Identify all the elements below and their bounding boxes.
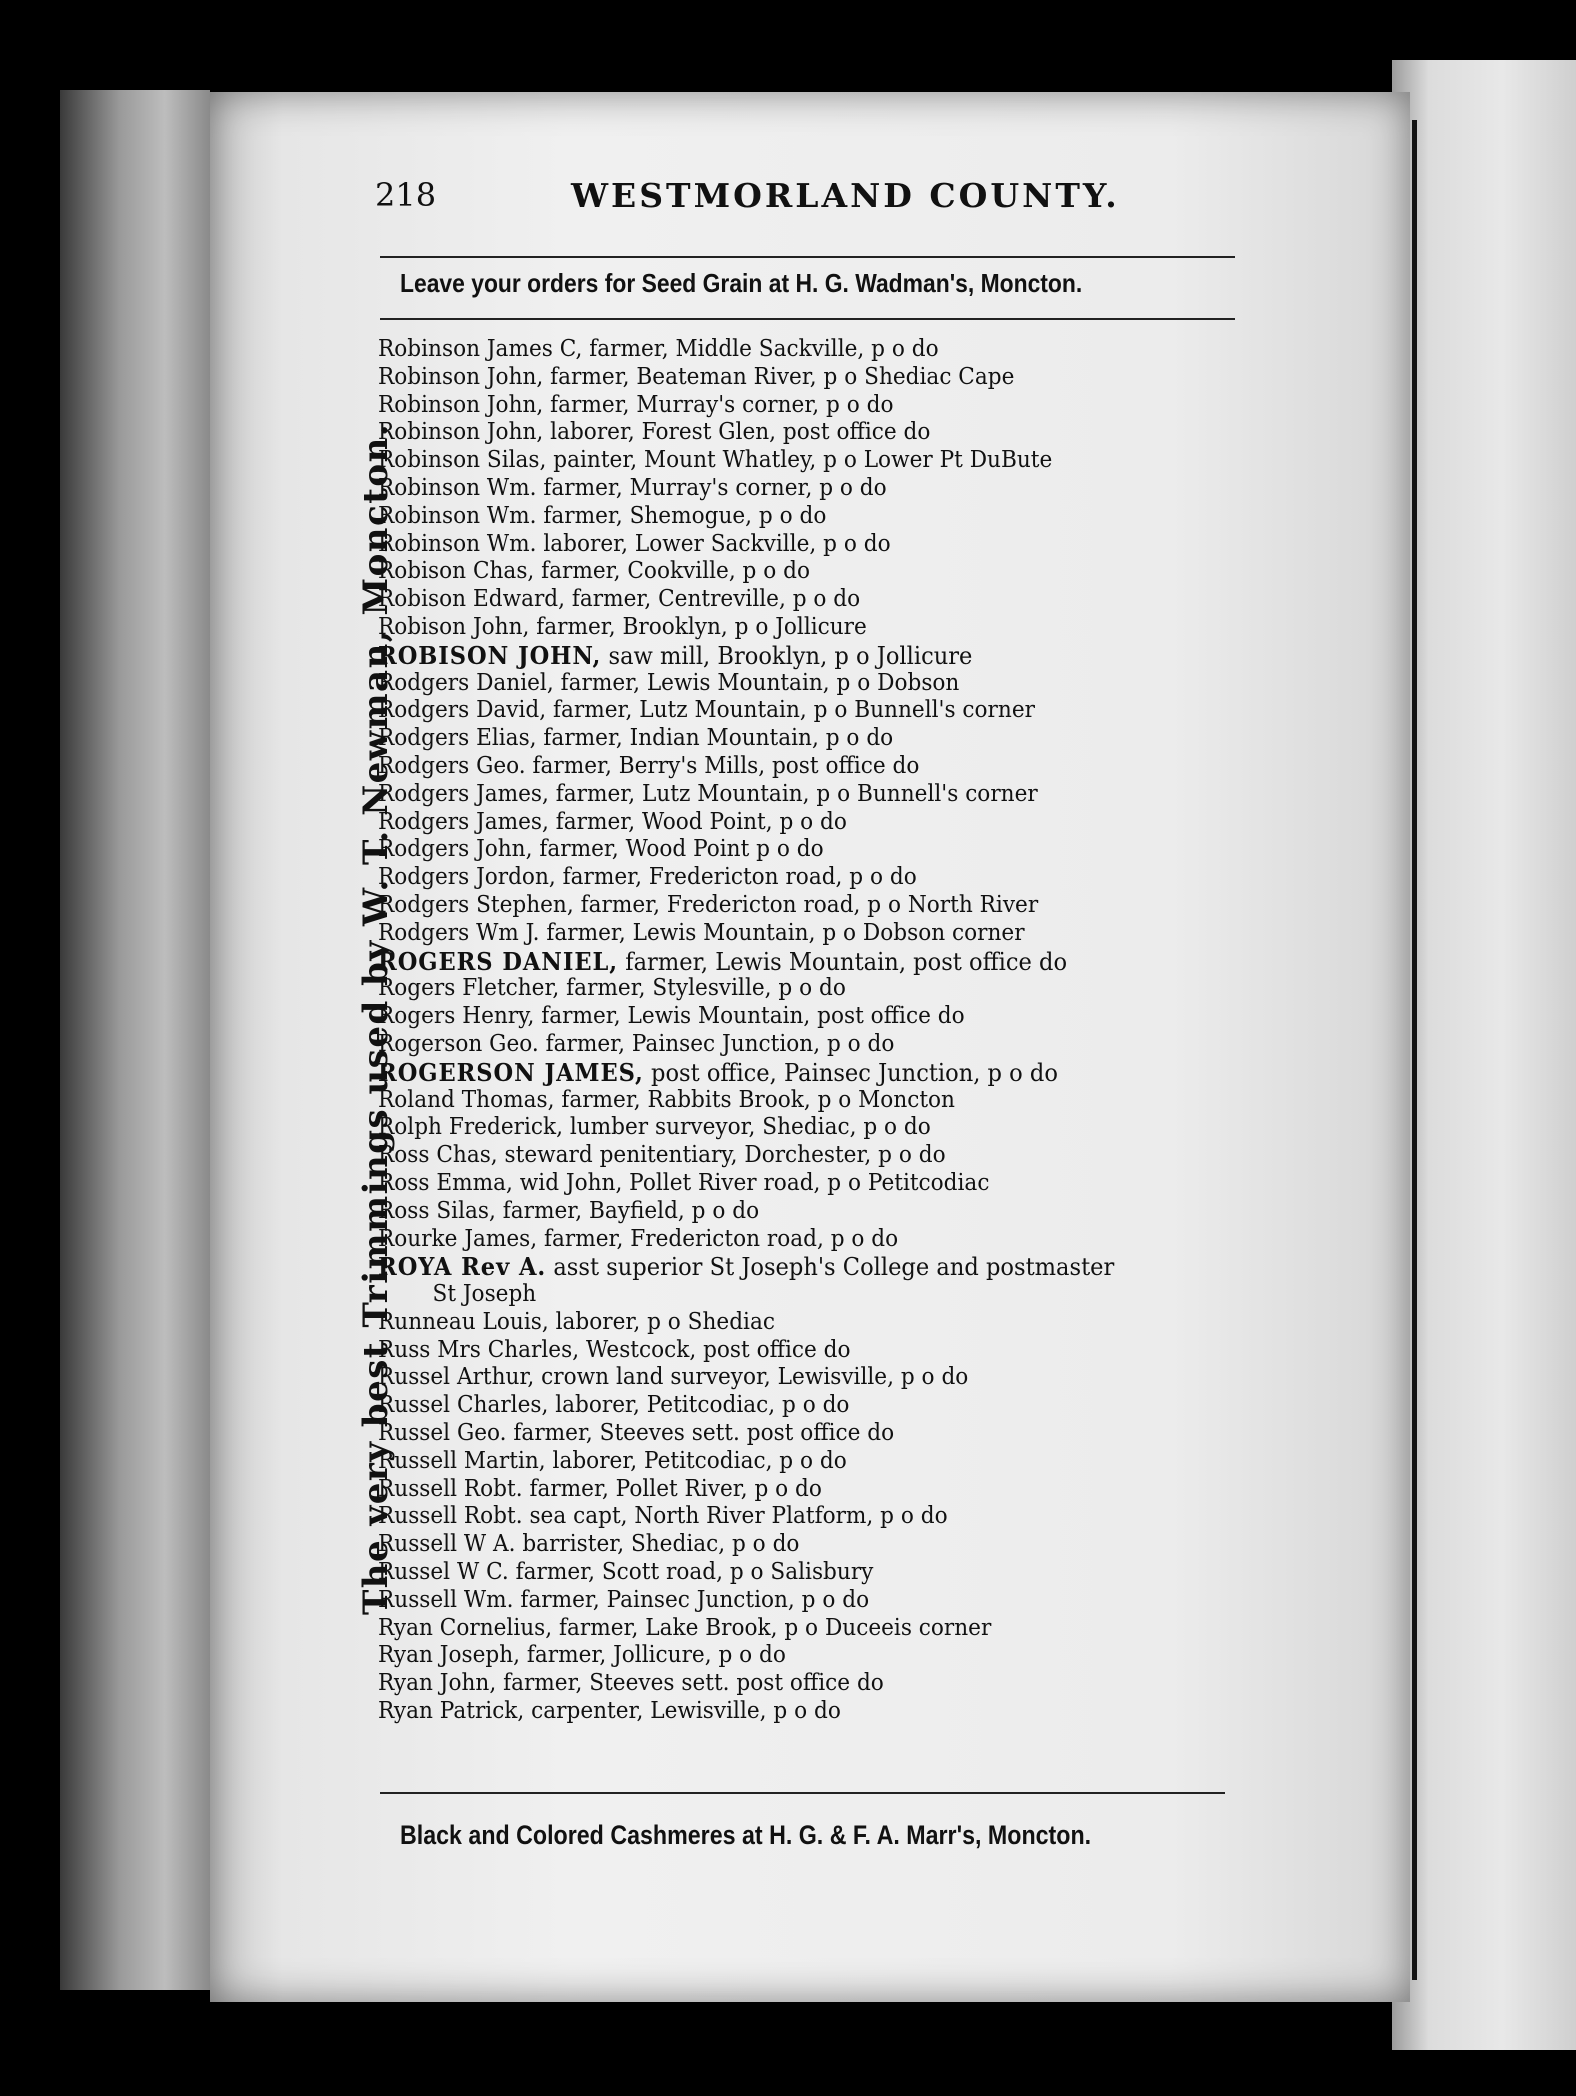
entry-details: farmer, Bayfield, p o do [495,1197,760,1224]
entry-name: Robinson Silas, [378,447,547,474]
entry-name: Russ Mrs Charles, [378,1336,580,1363]
entry-details: farmer, Painsec Junction, p o do [538,1030,895,1057]
side-advertisement: The very best Trimmings used by W. T. Newman, Moncton. [356,422,396,1615]
entry-name: Rodgers Wm J. [378,919,540,946]
entry-name: Roland Thomas, [378,1086,555,1113]
entry-details: farmer, Wood Point p o do [532,836,824,863]
page-title: WESTMORLAND COUNTY. [571,176,1120,215]
directory-entry [378,642,1196,670]
entry-details: laborer, p o Shediac [548,1308,775,1335]
entry-details: laborer, Lower Sackville, p o do [536,530,891,557]
entry-name: Russel W C. [378,1559,509,1586]
directory-entry [378,725,1196,753]
entry-name: Russell Wm. [378,1586,514,1613]
entry-details: laborer, Petitcodiac, p o do [548,1392,850,1419]
entry-name: Runneau Louis, [378,1308,549,1335]
page-number: 218 [375,176,437,214]
directory-entry [378,392,1196,420]
entry-name: Ross Silas, [378,1197,496,1224]
entry-details: farmer, Lewis Mountain, post office do [618,947,1068,976]
entry-details: farmer, Centreville, p o do [565,586,861,613]
entry-details: crown land surveyor, Lewisville, p o do [534,1364,969,1391]
directory-entry [378,753,1196,781]
page-header [375,176,1235,226]
entry-details: post office, Painsec Junction, p o do [643,1058,1058,1087]
entry-details: sea capt, North River Platform, p o do [522,1503,948,1530]
entry-details: farmer, Indian Mountain, p o do [536,725,894,752]
directory-entry [378,697,1196,725]
directory-entry [378,1198,1196,1226]
directory-entry [378,1420,1196,1448]
entry-details: farmer, Shemogue, p o do [536,502,827,529]
entry-name: Russell Robt. [378,1475,523,1502]
bottom-rule [380,1792,1225,1794]
entry-name: Rodgers Stephen, [378,891,574,918]
entry-details: farmer, Lutz Mountain, p o Bunnell's corner [548,780,1038,807]
directory-entry [378,1087,1196,1115]
directory-entry [378,1503,1196,1531]
bottom-advertisement: Black and Colored Cashmeres at H. G. & F. A. Marr's, Moncton. [400,1820,1092,1850]
directory-entry [378,864,1196,892]
entry-details: farmer, Lewis Mountain, p o Dobson corner [539,919,1025,946]
directory-entry [378,1615,1196,1643]
directory-entry [378,558,1196,586]
directory-entries [378,336,1248,1726]
book-spine-edge [60,90,210,1990]
directory-entry [378,1309,1196,1337]
directory-entry [378,1670,1196,1698]
directory-entry [378,1559,1196,1587]
directory-entry [378,1031,1196,1059]
entry-details: farmer, Middle Sackville, p o do [582,336,939,362]
entry-details: farmer, Murray's corner, p o do [536,474,887,501]
top-advertisement: Leave your orders for Seed Grain at H. G. Wadman's, Moncton. [400,268,1083,298]
entry-name: Robinson John, [378,419,544,446]
directory-entry [378,809,1196,837]
entry-name: Russel Geo. [378,1420,507,1447]
directory-entry [378,1698,1196,1726]
entry-name: Robinson John, [378,363,544,390]
entry-details: painter, Mount Whatley, p o Lower Pt DuBute [546,447,1053,474]
entry-name: ROGERSON JAMES, [378,1057,644,1087]
directory-entry [378,1364,1196,1392]
entry-details: farmer, Rabbits Brook, p o Moncton [554,1086,955,1113]
entry-details: Westcock, post office do [579,1336,851,1363]
directory-entry [378,336,1196,364]
entry-details: farmer, Stylesville, p o do [559,975,846,1002]
entry-details: steward penitentiary, Dorchester, p o do [497,1142,946,1169]
directory-entry [378,1476,1196,1504]
entry-name: Rodgers Jordon, [378,864,556,891]
entry-name: Russell Martin, [378,1447,546,1474]
entry-name: Russel Arthur, [378,1364,535,1391]
entry-details: laborer, Forest Glen, post office do [543,419,931,446]
entry-name: Russell W A. [378,1531,516,1558]
entry-details: lumber surveyor, Shediac, p o do [562,1114,931,1141]
entry-details: wid John, Pollet River road, p o Petitcodiac [512,1169,990,1196]
facing-page-rule [1412,120,1417,1980]
directory-entry [378,586,1196,614]
entry-name: Rodgers Geo. [378,752,526,779]
entry-details: St Joseph [432,1281,537,1308]
directory-entry [378,781,1196,809]
directory-entry [378,1170,1196,1198]
entry-name: Rogers Fletcher, [378,975,560,1002]
entry-name: Ross Emma, [378,1169,513,1196]
entry-name: Rogers Henry, [378,1003,535,1030]
directory-entry [378,1392,1196,1420]
entry-name: Rodgers Elias, [378,725,537,752]
entry-name: Rodgers David, [378,697,547,724]
directory-entry-continuation [378,1281,1196,1309]
entry-details: farmer, Brooklyn, p o Jollicure [529,613,867,640]
directory-entry [378,836,1196,864]
entry-details: farmer, Fredericton road, p o do [537,1225,899,1252]
directory-entry [378,670,1196,698]
entry-name: ROBISON JOHN, [378,640,602,670]
facing-page-edge [1392,60,1576,2050]
entry-name: Rodgers John, [378,836,533,863]
entry-details: farmer, Steeves sett. post office do [506,1420,895,1447]
entry-details: farmer, Steeves sett. post office do [496,1670,884,1697]
entry-details: barrister, Shediac, p o do [515,1531,800,1558]
entry-details: asst superior St Joseph's College and postmaster [546,1253,1115,1282]
entry-name: Robison Chas, [378,558,535,585]
directory-entry [378,364,1196,392]
entry-name: Ryan Joseph, [378,1642,521,1669]
entry-name: Rolph Frederick, [378,1114,563,1141]
top-ad-rule [380,318,1235,320]
directory-entry [378,1587,1196,1615]
directory-entry [378,531,1196,559]
directory-entry [378,1253,1196,1281]
entry-details: farmer, Pollet River, p o do [522,1475,822,1502]
directory-entry [378,975,1196,1003]
entry-name: Rourke James, [378,1225,538,1252]
directory-entry [378,447,1196,475]
entry-details: farmer, Painsec Junction, p o do [513,1586,870,1613]
entry-details: laborer, Petitcodiac, p o do [545,1447,847,1474]
entry-details: farmer, Berry's Mills, post office do [525,752,920,779]
entry-details: farmer, Lutz Mountain, p o Bunnell's corner [546,697,1035,724]
directory-entry [378,1059,1196,1087]
entry-name: Ryan Cornelius, [378,1614,553,1641]
entry-name: Rodgers James, [378,780,549,807]
entry-details: farmer, Cookville, p o do [534,558,811,585]
directory-entry [378,892,1196,920]
entry-name: Robinson John, [378,391,544,418]
entry-name: Russel Charles, [378,1392,549,1419]
entry-name: Russell Robt. [378,1503,523,1530]
entry-details: carpenter, Lewisville, p o do [524,1698,841,1725]
entry-name: ROYA Rev A. [378,1252,547,1282]
directory-entry [378,1226,1196,1254]
entry-details: saw mill, Brooklyn, p o Jollicure [601,641,973,670]
entry-name: Robison John, [378,613,530,640]
directory-entry [378,614,1196,642]
entry-details: farmer, Lewis Mountain, post office do [534,1003,965,1030]
entry-details: farmer, Wood Point, p o do [548,808,847,835]
entry-name: Robinson Wm. [378,474,537,501]
directory-entry [378,1642,1196,1670]
entry-name: Robinson Wm. [378,530,537,557]
directory-entry [378,1114,1196,1142]
entry-name: Ross Chas, [378,1142,498,1169]
entry-name: Ryan John, [378,1670,497,1697]
entry-name: Rodgers James, [378,808,549,835]
entry-details: farmer, Beateman River, p o Shediac Cape [543,363,1015,390]
entry-name: Rodgers Daniel, [378,669,554,696]
entry-details: farmer, Scott road, p o Salisbury [508,1559,874,1586]
directory-entry [378,1448,1196,1476]
directory-entry [378,475,1196,503]
entry-details: farmer, Fredericton road, p o do [555,864,917,891]
header-rule [380,256,1235,258]
entry-name: Robinson Wm. [378,502,537,529]
entry-name: ROGERS DANIEL, [378,946,619,976]
directory-entry [378,1142,1196,1170]
directory-entry [378,419,1196,447]
entry-name: Ryan Patrick, [378,1698,525,1725]
directory-entry [378,1003,1196,1031]
entry-details: farmer, Lewis Mountain, p o Dobson [553,669,960,696]
entry-details: farmer, Jollicure, p o do [520,1642,786,1669]
entry-name: Rogerson Geo. [378,1030,539,1057]
directory-entry [378,1337,1196,1365]
entry-details: farmer, Lake Brook, p o Duceeis corner [552,1614,992,1641]
entry-details: farmer, Murray's corner, p o do [543,391,894,418]
directory-entry [378,920,1196,948]
directory-entry [378,948,1196,976]
entry-name: Robison Edward, [378,586,566,613]
directory-entry [378,1531,1196,1559]
directory-entry [378,503,1196,531]
entry-details: farmer, Fredericton road, p o North River [573,891,1039,918]
entry-name: Robinson James C, [378,336,583,362]
